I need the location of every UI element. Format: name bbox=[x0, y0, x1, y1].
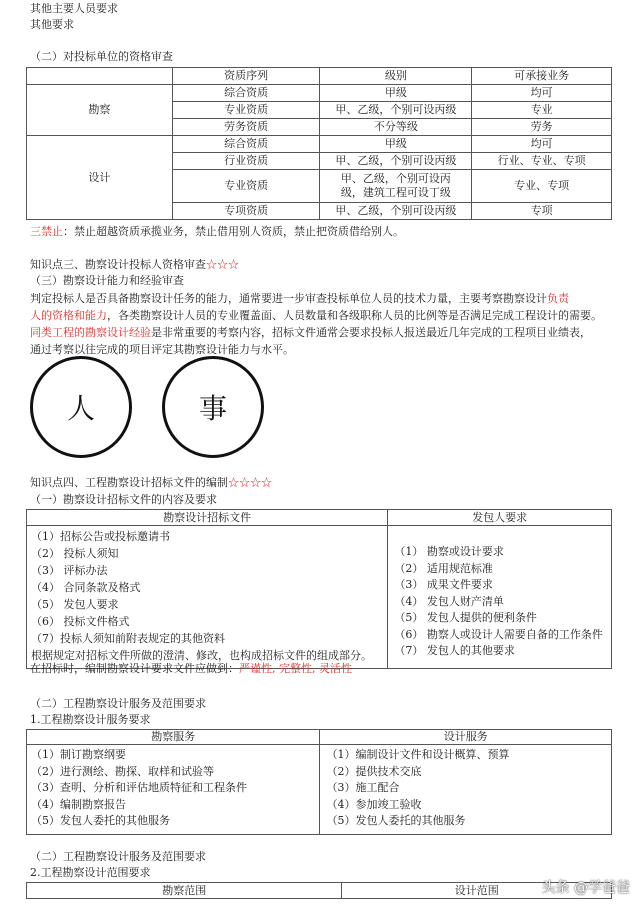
kp4-title-text: 知识点四、工程勘察设计招标文件的编制 bbox=[30, 476, 228, 489]
svc-subtitle: 1.工程勘察设计服务要求 bbox=[30, 713, 151, 726]
survey-service-cell bbox=[27, 745, 320, 835]
kp3-title-text: 知识点三、勘察设计投标人资格审查 bbox=[30, 258, 206, 271]
list-item: （1） 勘察或设计要求 bbox=[394, 545, 504, 558]
kp4-title bbox=[30, 476, 272, 490]
header-cell: 发包人要求 bbox=[388, 510, 612, 526]
table-cell: 均可 bbox=[472, 136, 612, 153]
table-cell: 专项资质 bbox=[172, 203, 320, 220]
list-item: （4）编制勘察报告 bbox=[31, 797, 126, 811]
list-item: （2） 投标人须知 bbox=[31, 547, 119, 560]
table-cell: 行业资质 bbox=[172, 153, 320, 170]
list-item: （7）投标人须知前附表规定的其他资料 bbox=[31, 632, 225, 645]
table-cell: 不分等级 bbox=[320, 119, 472, 136]
person-circle: 人 bbox=[30, 356, 132, 458]
table-cell: 甲级 bbox=[320, 85, 472, 102]
survey-service-list bbox=[31, 747, 247, 830]
list-item: （2）提供技术交底 bbox=[326, 764, 422, 778]
header-empty bbox=[27, 68, 173, 85]
list-item: （1）制订勘察纲要 bbox=[31, 748, 126, 761]
employer-req-list bbox=[394, 544, 603, 660]
qual-heading: （二）对投标单位的资格审查 bbox=[30, 50, 173, 63]
list-item: （5）发包人委托的其他服务 bbox=[31, 814, 170, 827]
top-line-2: 其他要求 bbox=[30, 18, 74, 31]
header-cell: 级别 bbox=[320, 68, 472, 85]
table-cell: 专项 bbox=[472, 203, 612, 220]
row-group-label: 勘察 bbox=[27, 85, 173, 136]
list-item: （4） 合同条款及格式 bbox=[31, 581, 141, 594]
scope-subtitle: 2.工程勘察设计范围要求 bbox=[30, 866, 151, 879]
table-row bbox=[27, 745, 612, 835]
employer-req-list-cell bbox=[388, 526, 612, 669]
table-row bbox=[27, 136, 612, 153]
list-item: （2）进行测绘、勘探、取样和试验等 bbox=[31, 764, 214, 778]
kp3-para-line-2 bbox=[30, 309, 602, 323]
table-cell: 专业 bbox=[472, 102, 612, 119]
tender-docs-list-cell bbox=[27, 526, 388, 669]
kp3-para-line-3 bbox=[30, 326, 591, 340]
list-item: （5）发包人委托的其他服务 bbox=[326, 814, 466, 827]
list-item: （3）施工配合 bbox=[326, 781, 400, 794]
table-cell: 甲、乙级，个别可设丙级 bbox=[320, 203, 472, 220]
kp3-para-line-1 bbox=[30, 292, 569, 306]
header-cell: 设计范围 bbox=[342, 883, 612, 899]
table-cell: 甲、乙级，个别可设丙级 bbox=[320, 102, 472, 119]
kp3-subtitle: （三）勘察设计能力和经验审查 bbox=[30, 274, 184, 287]
table-cell: 甲、乙级，个别可设丙级，建筑工程可设丁级 bbox=[320, 170, 472, 203]
kp4-subtitle: （一）勘察设计招标文件的内容及要求 bbox=[30, 493, 217, 506]
scope-heading: （二）工程勘察设计服务及范围要求 bbox=[30, 850, 206, 863]
list-item: （5） 发包人提供的便利条件 bbox=[394, 611, 537, 624]
table-header-row bbox=[27, 510, 612, 526]
list-item: （4） 发包人财产清单 bbox=[394, 594, 504, 608]
design-service-cell bbox=[320, 745, 612, 835]
table-cell: 专业、专项 bbox=[472, 170, 612, 203]
table-header-row bbox=[27, 730, 612, 745]
svc-heading: （二）工程勘察设计服务及范围要求 bbox=[30, 697, 206, 710]
matter-circle: 事 bbox=[162, 356, 264, 458]
list-item: （1）编制设计文件和设计概算、预算 bbox=[326, 748, 510, 761]
note-highlight: 三禁止 bbox=[30, 225, 63, 238]
list-item: （6） 投标文件格式 bbox=[31, 615, 130, 628]
qualification-table bbox=[26, 67, 612, 220]
qual-note bbox=[30, 225, 404, 239]
list-item: （6） 勘察人或设计人需要自备的工作条件 bbox=[394, 627, 603, 641]
table-cell: 专业资质 bbox=[172, 102, 320, 119]
para-highlight: 负责 bbox=[547, 292, 569, 305]
para-highlight: 同类工程的勘察设计经验 bbox=[30, 326, 151, 339]
note-text: ：禁止超越资质承揽业务，禁止借用别人资质，禁止把资质借给别人。 bbox=[63, 225, 404, 238]
table-cell: 综合资质 bbox=[172, 85, 320, 102]
header-cell: 勘察范围 bbox=[27, 883, 342, 899]
header-cell: 设计服务 bbox=[320, 730, 612, 745]
para-highlight: 人的资格和能力 bbox=[30, 309, 107, 322]
header-cell: 资质序列 bbox=[172, 68, 320, 85]
kp4-note bbox=[30, 662, 352, 676]
tender-docs-table bbox=[26, 509, 612, 669]
table-row bbox=[27, 526, 612, 669]
watermark: 头条 @学爸爸 bbox=[541, 880, 630, 896]
star-rating: ☆☆☆☆ bbox=[228, 476, 272, 489]
list-item: （2） 适用规范标准 bbox=[394, 561, 493, 575]
list-item: 根据规定对招标文件所做的澄清、修改，也构成招标文件的组成部分。 bbox=[31, 649, 372, 662]
table-header-row bbox=[27, 68, 612, 85]
note-text: 在招标时，编制勘察设计要求文件应做到： bbox=[30, 662, 239, 675]
table-cell: 专业资质 bbox=[172, 170, 320, 203]
design-service-list bbox=[326, 747, 509, 830]
table-cell: 行业、专业、专项 bbox=[472, 153, 612, 170]
table-cell: 劳务资质 bbox=[172, 119, 320, 136]
star-rating: ☆☆☆ bbox=[206, 258, 239, 271]
table-cell: 甲、乙级，个别可设丙级 bbox=[320, 153, 472, 170]
tender-docs-list bbox=[31, 528, 372, 664]
list-item: （3） 成果文件要求 bbox=[394, 578, 493, 591]
para-text: 判定投标人是否具备勘察设计任务的能力，通常要进一步审查投标单位人员的技术力量，主要考察勘察设计 bbox=[30, 292, 547, 305]
table-cell: 综合资质 bbox=[172, 136, 320, 153]
list-item: （3）查明、分析和评估地质特征和工程条件 bbox=[31, 781, 247, 794]
header-cell: 可承接业务 bbox=[472, 68, 612, 85]
list-item: （4）参加竣工验收 bbox=[326, 797, 422, 811]
header-cell: 勘察服务 bbox=[27, 730, 320, 745]
list-item: （3） 评标办法 bbox=[31, 564, 108, 577]
kp3-para-line-4: 通过考察以往完成的项目评定其勘察设计能力与水平。 bbox=[30, 343, 294, 356]
list-item: （7） 发包人的其他要求 bbox=[394, 644, 515, 657]
table-cell: 均可 bbox=[472, 85, 612, 102]
table-cell: 劳务 bbox=[472, 119, 612, 136]
service-table bbox=[26, 729, 612, 835]
para-text: ，各类勘察设计人员的专业覆盖面、人员数量和各级职称人员的比例等是否满足完成工程设计的需要。 bbox=[107, 309, 602, 322]
note-highlight: 严谨性, 完整性, 灵活性 bbox=[239, 662, 352, 675]
table-header-row bbox=[27, 883, 612, 899]
scope-table bbox=[26, 882, 612, 899]
list-item: （1）招标公告或投标邀请书 bbox=[31, 530, 170, 543]
top-line-1: 其他主要人员要求 bbox=[30, 2, 118, 15]
header-cell: 勘察设计招标文件 bbox=[27, 510, 388, 526]
table-row bbox=[27, 85, 612, 102]
kp3-title bbox=[30, 258, 239, 272]
row-group-label: 设计 bbox=[27, 136, 173, 220]
table-cell: 甲级 bbox=[320, 136, 472, 153]
para-text: 是非常重要的考察内容，招标文件通常会要求投标人报送最近几年完成的工程项目业绩表， bbox=[151, 326, 591, 339]
list-item: （5） 发包人要求 bbox=[31, 598, 119, 611]
